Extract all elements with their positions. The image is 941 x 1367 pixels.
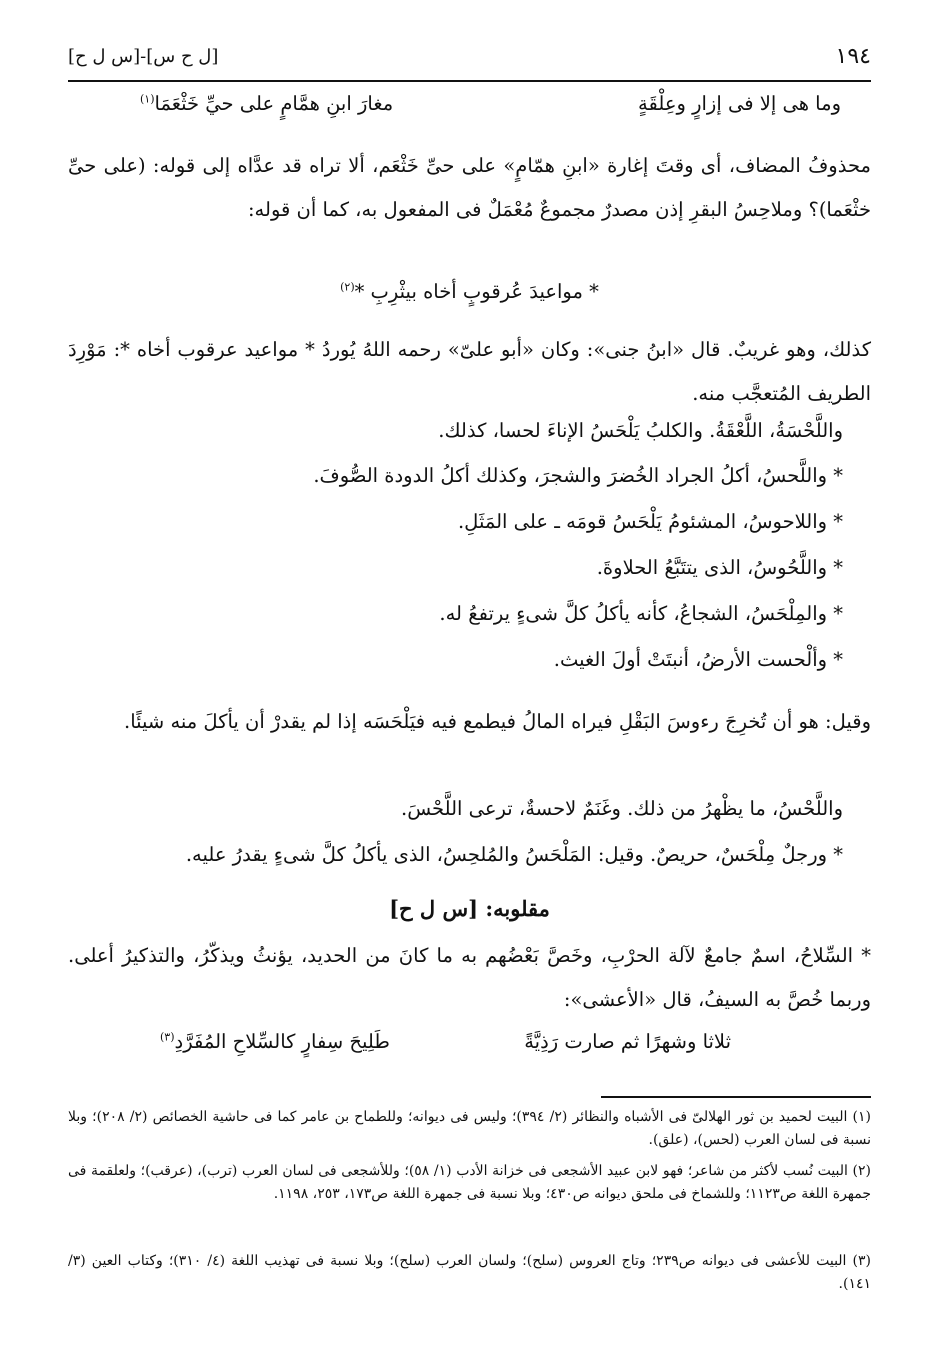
verse-text: ثلاثا وشهرًا ثم صارت رَذِيَّةً [524, 1030, 731, 1053]
verse-text: مغارَ ابنِ همَّامٍ على حيِّ خَثْعَمَا [154, 92, 394, 115]
footnote-ref: (١) [140, 92, 155, 106]
entry-line-f: * وألْحست الأرضُ، أنبتَتْ أولَ الغيث. [553, 648, 843, 671]
entry-line-h: * ورجلٌ مِلْحَسٌ، حريصٌ. وقيل: المَلْحَسُ والمُلحِسُ، الذى يأكلُ كلَّ شىءٍ يقدرُ عليه. [185, 843, 843, 866]
page-header [68, 44, 871, 84]
paragraph-4: * السِّلاحُ، اسمٌ جامعٌ لآلة الحرْبِ، وخَصَّ بَعْضُهم به ما كانَ من الحديد، يؤنثُ ويذكّرُ، والتذكيرُ أعلى. وربما خُصَّ به السيفُ، قال «الأعشى»: [68, 944, 871, 1011]
footnote-ref: (٢) [340, 280, 355, 294]
footnote-3: (٣) البيت للأعشى فى ديوانه ص٢٣٩؛ وتاج العروس (سلح)؛ ولسان العرب (سلح)؛ وبلا نسبة فى تهذيب اللغة (٤/ ٣١٠)؛ وكتاب العين (٣/ ١٤١). [68, 1253, 871, 1292]
paragraph-2: كذلك، وهو غريبٌ. قال «ابنُ جنى»: وكان «أبو علىّ» رحمه اللهُ يُوردُ * مواعيد عرقوب أخاه *: مَوْرِدَ الطريف المُتعجَّب منه. [68, 338, 871, 405]
entry-line-d: * واللَّحُوسُ، الذى يتتَبَّعُ الحلاوةَ. [596, 556, 843, 579]
footnote-2: (٢) البيت نُسب لأكثر من شاعر؛ فهو لابن عبيد الأشجعى فى خزانة الأدب (١/ ٥٨)؛ وللأشجعى فى لسان العرب (ترب)، (عرقب)؛ ولعلقمة فى جمهرة اللغة ص١١٢٣؛ وللشماخ فى ملحق ديوانه ص٤٣٠؛ وبلا نسبة فى جمهرة اللغة ص١٧٣، ٢٥٣، ١١٩٨. [68, 1163, 871, 1202]
verse-1-first-hemistich [638, 92, 841, 115]
verse-1-second-hemistich [140, 92, 393, 115]
verse-3-second-hemistich [160, 1030, 390, 1053]
verse-2 [68, 280, 871, 303]
entry-line-e: * والمِلْحَسُ، الشجاعُ، كأنه يأكلُ كلَّ شىءٍ يرتفعُ له. [439, 602, 843, 625]
footnote-rule [601, 1096, 871, 1098]
entry-line-b: * واللَّحسُ، أكلُ الجراد الخُضرَ والشجرَ، وكذلك أكلُ الدودة الصُّوفَ. [313, 464, 843, 487]
section-title: مقلوبه: [س ل ح] [389, 896, 550, 921]
footnote-ref: (٣) [160, 1030, 175, 1044]
header-rule [68, 80, 871, 82]
entry-line-c: * واللاحوسُ، المشئومُ يَلْحَسُ قومَه ـ على المَثَلِ. [457, 510, 843, 533]
page-number: ١٩٤ [835, 44, 871, 69]
verse-text: * مواعيدَ عُرقوبٍ أخاه بيثْرِبِ * [354, 280, 599, 303]
verse-3-first-hemistich [524, 1030, 731, 1053]
paragraph-1: محذوفُ المضاف، أى وقتَ إغارة «ابنِ همّامٍ» على حىِّ خَثْعَم، ألا تراه قد عدَّاه إلى قوله: (على حىِّ خثْعَما)؟ وملاحِسُ البقرِ إذن مصدرٌ مجموعٌ مُعْمَلٌ فى المفعول به، كما أن قوله: [68, 154, 871, 221]
entry-line-g: واللَّحْسُ، ما يظْهرُ من ذلك. وغَنَمٌ لاحسةٌ، ترعى اللَّحْسَ. [401, 797, 843, 820]
entry-line-a: واللَّحْسَةُ، اللَّعْقَةُ. والكلبُ يَلْحَسُ الإناءَ لحسا، كذلك. [438, 419, 843, 442]
paragraph-3: وقيل: هو أن تُخرِجَ رءوسَ البَقْلِ فيراه المالُ فيطمع فيه فيَلْحَسَه إذا لم يقدرْ أن يأكلَ منه شيئًا. [124, 710, 871, 733]
footnote-1: (١) البيت لحميد بن ثور الهلالىّ فى الأشباه والنظائر (٢/ ٣٩٤)؛ وليس فى ديوانه؛ وللطماح بن عامر كما فى حاشية الخصائص (٢/ ٢٠٨)؛ وبلا نسبة فى لسان العرب (لحس)، (علق). [68, 1109, 872, 1148]
verse-text: وما هى إلا فى إزارٍ وعِلْقَةٍ [638, 92, 841, 115]
running-head: [ل ح س]-[س ل ح] [68, 46, 219, 67]
verse-text: طَلِيحَ سِفارٍ كالسِّلاحِ المُفَرَّدِ [174, 1030, 390, 1053]
